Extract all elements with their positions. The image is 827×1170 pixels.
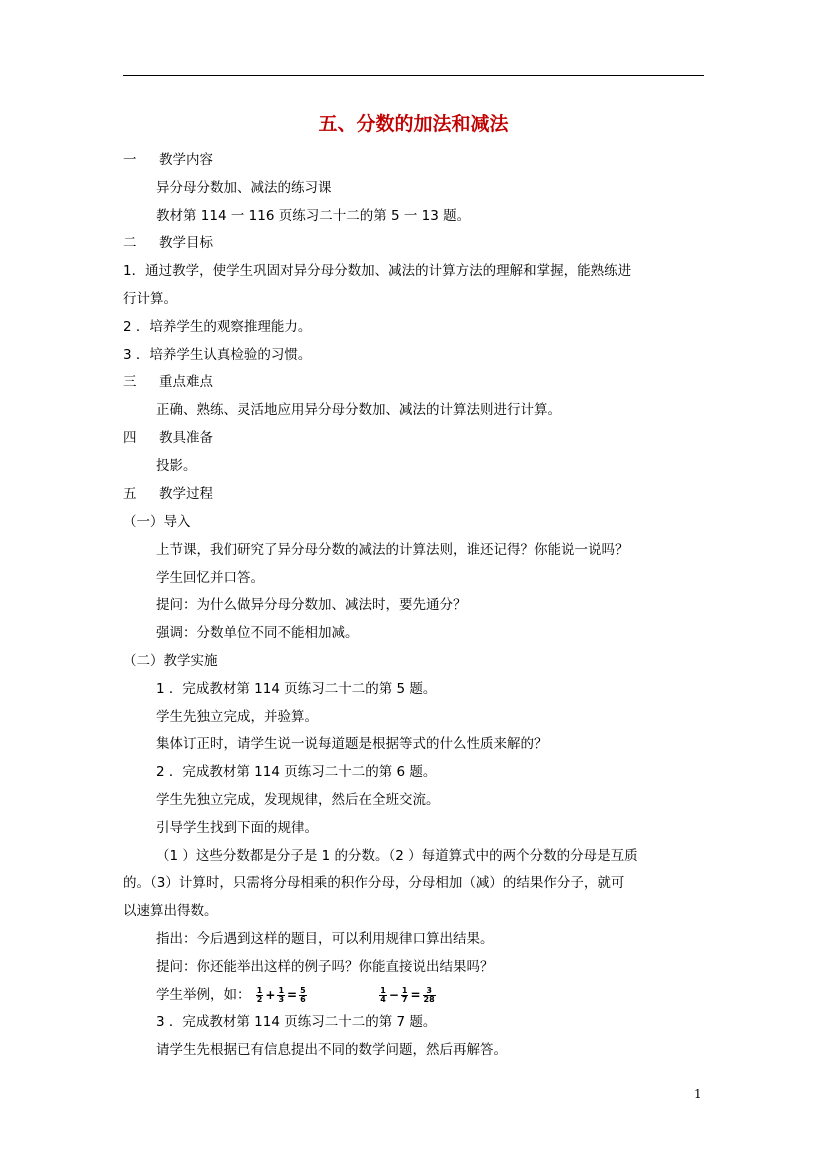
paragraph: 集体订正时，请学生说一说每道题是根据等式的什么性质来解的？: [156, 736, 548, 752]
section-heading-process: [123, 485, 213, 503]
fraction: $\frac{3}{28}$: [423, 985, 435, 1004]
equals-sign: =: [287, 988, 298, 1002]
paragraph: 学生回忆并口答。: [156, 570, 264, 586]
operator: −: [388, 988, 399, 1002]
page-title: 五、分数的加法和减法: [318, 113, 509, 135]
example-equation-2: [378, 987, 436, 1003]
example-line: [156, 986, 437, 1004]
paragraph: 学生先独立完成，并验算。: [156, 709, 318, 725]
fraction: $\frac{5}{6}$: [300, 985, 306, 1004]
paragraph: 引导学生找到下面的规律。: [156, 820, 318, 836]
paragraph: 指出：今后遇到这样的题目，可以利用规律口算出结果。: [156, 931, 494, 947]
fraction: $\frac{1}{3}$: [278, 985, 285, 1004]
paragraph: 学生先独立完成，发现规律，然后在全班交流。: [156, 792, 440, 808]
paragraph: 2 ．完成教材第 114 页练习二十二的第 6 题。: [156, 764, 437, 780]
paragraph: 强调：分数单位不同不能相加减。: [156, 625, 359, 641]
paragraph: 1．通过教学，使学生巩固对异分母分数加、减法的计算方法的理解和掌握，能熟练进: [123, 263, 632, 279]
fraction: $\frac{1}{4}$: [380, 985, 386, 1004]
section-number: 五: [123, 486, 137, 502]
section-heading-content: [123, 151, 213, 169]
subsection-heading: （二）教学实施: [123, 653, 218, 669]
paragraph: 投影。: [156, 458, 197, 474]
section-label: 教学目标: [159, 235, 213, 251]
section-label: 教学过程: [159, 486, 213, 502]
section-label: 教学内容: [159, 152, 213, 168]
paragraph: （1 ）这些分数都是分子是 1 的分数。（2 ）每道算式中的两个分数的分母是互质: [156, 848, 638, 864]
header-rule: [123, 75, 704, 76]
paragraph: 提问：为什么做异分母分数加、减法时，要先通分？: [156, 597, 467, 613]
paragraph: 的。（3）计算时，只需将分母相乘的积作分母，分母相加（减）的结果作分子，就可: [123, 875, 625, 891]
section-number: 二: [123, 235, 137, 251]
section-number: 一: [123, 152, 137, 168]
paragraph: 3 ．培养学生认真检验的习惯。: [123, 347, 312, 363]
paragraph: 以速算出得数。: [123, 903, 218, 919]
equals-sign: =: [410, 988, 421, 1002]
section-heading-goals: [123, 234, 213, 252]
example-equation-1: [255, 987, 312, 1003]
paragraph: 请学生先根据已有信息提出不同的数学问题，然后再解答。: [156, 1042, 507, 1058]
section-number: 四: [123, 430, 137, 446]
paragraph: 提问：你还能举出这样的例子吗？你能直接说出结果吗？: [156, 959, 494, 975]
paragraph: 2 ．培养学生的观察推理能力。: [123, 319, 312, 335]
paragraph: 异分母分数加、减法的练习课: [156, 180, 332, 196]
example-intro: 学生举例，如：: [156, 987, 251, 1003]
page-number: 1: [694, 1087, 702, 1101]
fraction: $\frac{1}{7}$: [401, 985, 408, 1004]
operator: +: [265, 988, 276, 1002]
subsection-heading: （一）导入: [123, 514, 191, 530]
section-label: 重点难点: [159, 374, 213, 390]
paragraph: 1 ．完成教材第 114 页练习二十二的第 5 题。: [156, 681, 437, 697]
paragraph: 正确、熟练、灵活地应用异分母分数加、减法的计算法则进行计算。: [156, 402, 561, 418]
section-heading-key-points: [123, 373, 213, 391]
paragraph: 行计算。: [123, 291, 177, 307]
paragraph: 上节课，我们研究了异分母分数的减法的计算法则，谁还记得？你能说一说吗？: [156, 542, 629, 558]
section-label: 教具准备: [159, 430, 213, 446]
paragraph: 教材第 114 一 116 页练习二十二的第 5 一 13 题。: [156, 208, 471, 224]
section-number: 三: [123, 374, 137, 390]
paragraph: 3 ．完成教材第 114 页练习二十二的第 7 题。: [156, 1014, 437, 1030]
fraction: $\frac{1}{2}$: [256, 985, 263, 1004]
section-heading-tools: [123, 429, 213, 447]
